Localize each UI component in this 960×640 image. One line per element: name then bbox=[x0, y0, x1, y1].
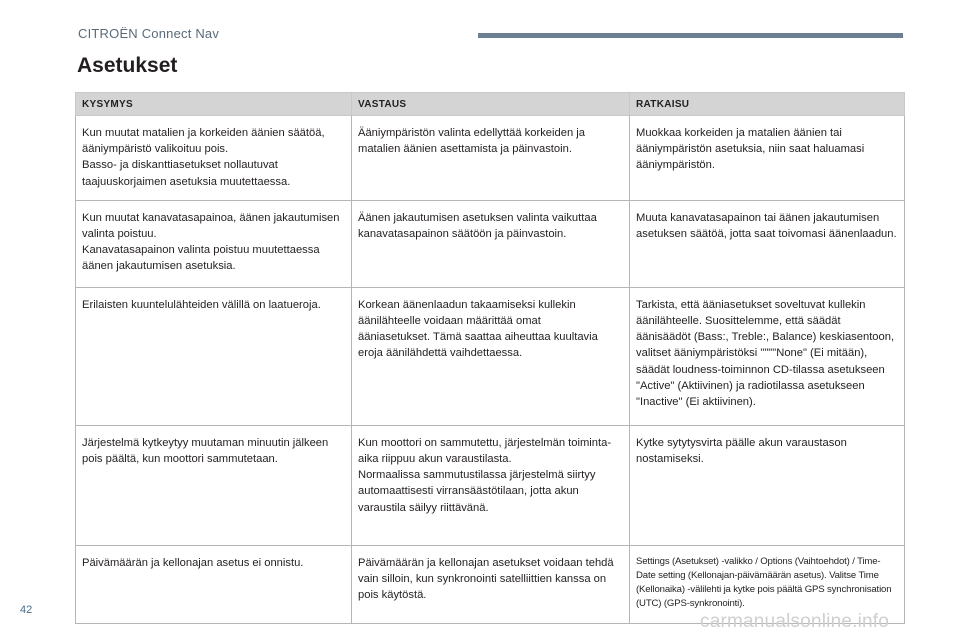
answer-cell: Korkean äänenlaadun takaamiseksi kullekin äänilähteelle voidaan määrittää omat ääniasetukset. Tämä saattaa aiheuttaa kuultavia eroja äänilähdettä vaihdettaessa. bbox=[352, 287, 630, 425]
table-header-row bbox=[76, 93, 905, 116]
faq-table bbox=[75, 92, 905, 624]
solution-cell: Muokkaa korkeiden ja matalien äänien tai ääniympäristön asetuksia, niin saat haluamasi ääniympäristön. bbox=[630, 116, 905, 201]
column-header-question: KYSYMYS bbox=[76, 93, 352, 116]
question-cell: Kun muutat kanavatasapainoa, äänen jakautumisen valinta poistuu. Kanavatasapainon valinta poistuu muutettaessa äänen jakautumisen asetuksia. bbox=[76, 200, 352, 287]
question-cell: Järjestelmä kytkeytyy muutaman minuutin jälkeen pois päältä, kun moottori sammutetaan. bbox=[76, 425, 352, 545]
column-header-answer: VASTAUS bbox=[352, 93, 630, 116]
solution-cell-text: Settings (Asetukset) -valikko / Options (Vaihtoehdot) / Time-Date setting (Kellonajan-päivämäärän asetus). Valitse Time (Kellonaika) -välilehti ja kytke pois päältä GPS synchronisation (UTC) (GPS-synkronointi). bbox=[636, 555, 892, 609]
answer-cell: Äänen jakautumisen asetuksen valinta vaikuttaa kanavatasapainon säätöön ja päinvastoin. bbox=[352, 200, 630, 287]
table-row bbox=[76, 287, 905, 425]
table-row bbox=[76, 425, 905, 545]
table-row bbox=[76, 116, 905, 201]
question-cell: Päivämäärän ja kellonajan asetus ei onnistu. bbox=[76, 545, 352, 623]
page-number: 42 bbox=[20, 604, 33, 616]
header-divider-bar bbox=[478, 33, 903, 38]
solution-cell: Tarkista, että ääniasetukset soveltuvat kullekin äänilähteelle. Suosittelemme, että säädät äänisäädöt (Bass:, Treble:, Balance) keskiasentoon, valitset ääniympäristöksi """"None" (Ei mitään), säädät loudness-toiminnon CD-tilassa asetukseen "Active" (Aktiivinen) ja radiotilassa asetukseen "Inactive" (Ei aktiivinen). bbox=[630, 287, 905, 425]
answer-cell: Ääniympäristön valinta edellyttää korkeiden ja matalien äänien asettamista ja päinvastoin. bbox=[352, 116, 630, 201]
answer-cell: Päivämäärän ja kellonajan asetukset voidaan tehdä vain silloin, kun synkronointi satelliittien kanssa on pois käytöstä. bbox=[352, 545, 630, 623]
question-cell: Erilaisten kuuntelulähteiden välillä on laatueroja. bbox=[76, 287, 352, 425]
watermark: carmanualsonline.info bbox=[700, 611, 890, 632]
solution-cell: Kytke sytytysvirta päälle akun varaustason nostamiseksi. bbox=[630, 425, 905, 545]
column-header-solution: RATKAISU bbox=[630, 93, 905, 116]
answer-cell: Kun moottori on sammutettu, järjestelmän toiminta-aika riippuu akun varaustilasta. Normaalissa sammutustilassa järjestelmä siirtyy automaattisesti virransäästötilaan, jotta akun varaustila säilyy riittävänä. bbox=[352, 425, 630, 545]
table-row bbox=[76, 200, 905, 287]
question-cell: Kun muutat matalien ja korkeiden äänien säätöä, ääniympäristö valikoituu pois. Basso- ja diskanttiasetukset nollautuvat taajuuskorjaimen asetuksia muutettaessa. bbox=[76, 116, 352, 201]
page-title: Asetukset bbox=[77, 54, 178, 77]
solution-cell: Muuta kanavatasapainon tai äänen jakautumisen asetuksen säätöä, jotta saat toivomasi äänenlaadun. bbox=[630, 200, 905, 287]
header-brand: CITROËN Connect Nav bbox=[78, 26, 220, 41]
